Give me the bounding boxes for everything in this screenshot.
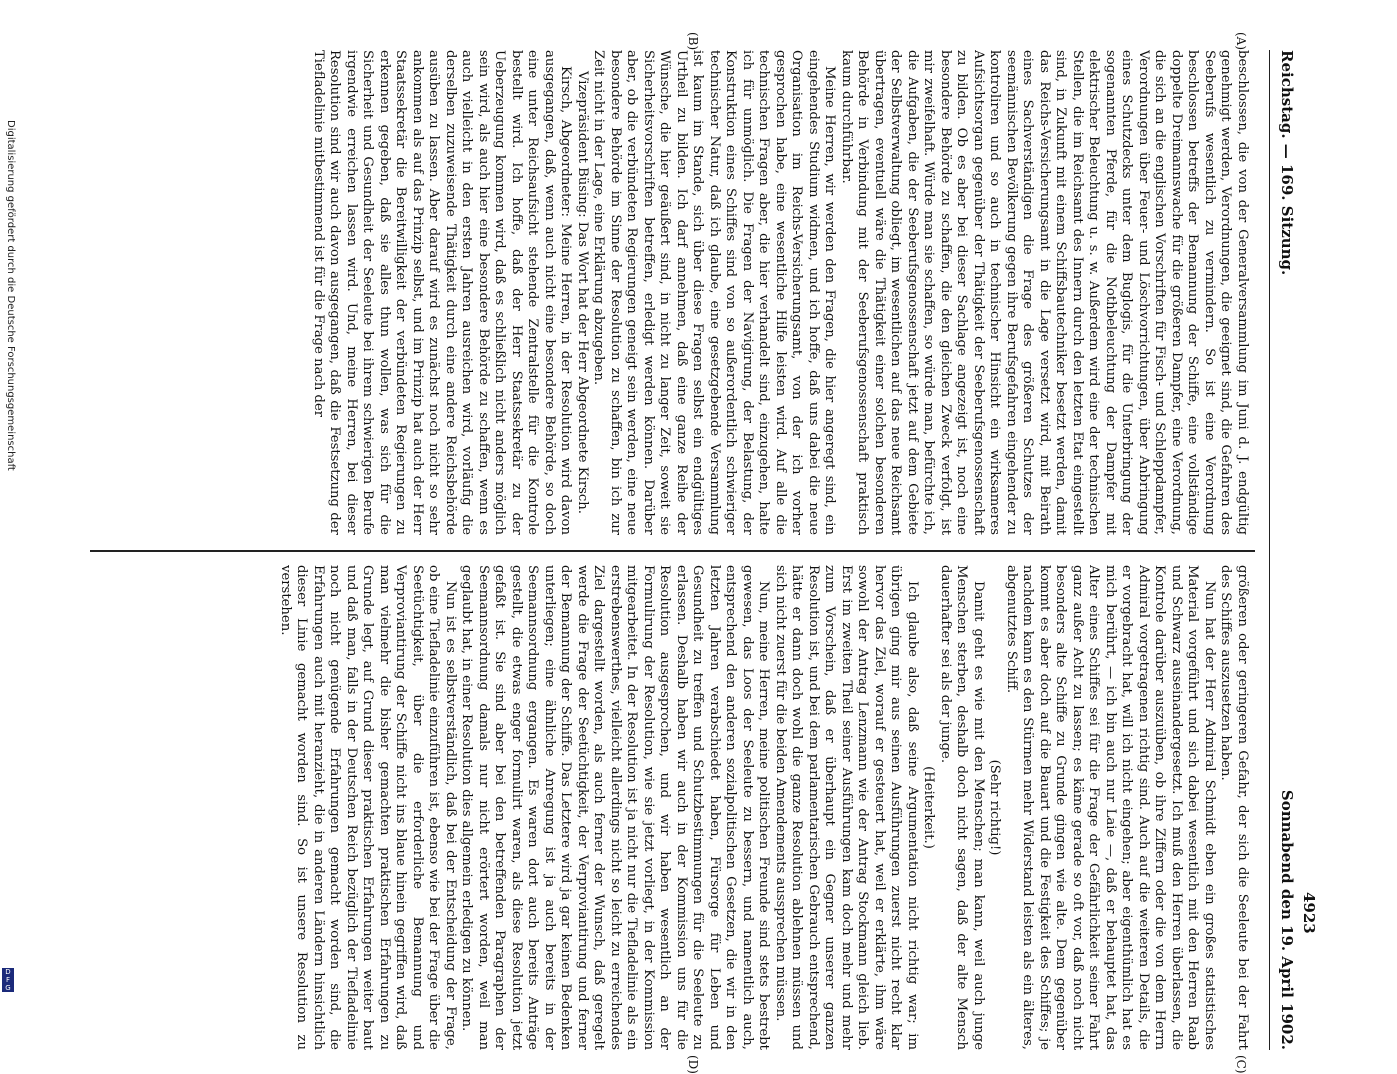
digitization-credit <box>4 120 16 990</box>
paragraph: Ich glaube also, daß seine Argumentation nicht richtig war; im übrigen ging mir aus seinen Ausführungen zuerst nicht recht klar hervor das Ziel, worauf er gesteuert hat, weil er erklärte, ihm wäre sowohl der Antrag Lenzmann wie der Antrag Stockmann gleich lieb. Erst im zweiten Theil seiner Ausführungen kam doch mehr und mehr zum Vorschein, daß er überhaupt ein Gegner unserer ganzen Resolution ist, und bei dem parlamentarischen Gebrauch entsprechend, hätte er dann doch wohl die ganze Resolution ablehnen müssen und sich nicht zuerst für die beiden Amendements aussprechen müssen. <box>773 565 920 1050</box>
paragraph: Kirsch, Abgeordneter: Meine Herren, in der Resolution wird davon ausgegangen, daß, wenn auch nicht eine besondere Behörde, so doch eine unter Reichsaufsicht stehende Zentralstelle für die Kontrole bestellt wird. Ich hoffe, daß der Herr Staatssekretär zu der Ueberzeugung kommen wird, daß es schließlich nicht anders möglich sein wird, als auch hier eine besondere Behörde zu schaffen, wenn es auch vielleicht in den ersten Jahren ausreichen wird, vorläufig die derselben zuzuweisende Thätigkeit durch eine andere Reichsbehörde ausüben zu lassen. Aber darauf wird es zunächst noch nicht so sehr ankommen als auf das Prinzip selbst, und im Prinzip hat auch der Herr Staatssekretär die Bereitwilligkeit der verbündeten Regierungen zu erkennen gegeben, daß sie alles thun wollen, was sich für die Sicherheit und Gesundheit der Seeleute bei ihrem schwierigen Berufe irgendwie erreichen lassen wird. Und, meine Herren, bei dieser Resolution sind wir auch davon ausgegangen, daß die Festsetzung der Tiefladelinie mitbestimmend ist für die Frage nach der <box>311 50 574 535</box>
right-column <box>90 565 1250 1050</box>
header-date: Sonnabend den 19. April 1902. <box>1278 789 1296 1050</box>
paragraph: Nun hat der Herr Admiral Schmidt eben ein großes statistisches Material vorgeführt und sich dabei wesentlich mit den Herren Raab und Schwarz auseinandergesetzt. Ich muß den Herren überlassen, die Kontrole darüber auszuüben, ob ihre Ziffern oder die von dem Herrn Admiral vorgetragenen richtig sind. Auch auf die weiteren Details, die er vorgebracht hat, will ich nicht eingehen; aber eigenthümlich hat es mich berührt, — ich bin auch nur Laie —, daß er behauptet hat, das Alter eines Schiffes sei für die Frage der Gefährlichkeit seiner Fahrt ganz außer Acht zu lassen; es käme gerade so oft vor, daß noch nicht besonders alte Schiffe zu Grunde gingen wie alte. Dem gegenüber kommt es aber doch auf die Bauart und die Festigkeit des Schiffes; je nachdem kann es den Stürmen mehr Widerstand leisten als ein älteres, abgenutztes Schiff. <box>1004 565 1217 1050</box>
column-divider <box>90 550 1255 552</box>
left-column <box>90 50 1250 535</box>
interjection: (Heiterkeit.) <box>921 766 937 849</box>
paragraph: Nun ist es selbstverständlich, daß bei der Entscheidung der Frage, ob eine Tiefladelinie einzuführen ist, ebenso wie bei der Frage über die Seetüchtigkeit, über die erforderliche Bemannung und Verproviantirung der Schiffe nicht ins blaue hinein gegriffen wird, daß man vielmehr die bisher gemachten praktischen Erfahrungen zu Grunde legt, auf Grund dieser praktischen Erfahrungen weiter baut und daß man, falls in der Deutschen Reich bezüglich der Tiefladelinie noch nicht genügende Erfahrungen gemacht worden sind, die Erfahrungen auch mit heranzieht, die in anderen Ländern hinsichtlich dieser Linie gemacht worden sind. So ist unsere Resolution zu verstehen. <box>278 565 458 1050</box>
page-number: 4923 <box>1300 892 1318 934</box>
page-header <box>1269 50 1300 1050</box>
paragraph: beschlossen, die von der Generalversammlung im Juni d. J. endgültig genehmigt werden, Verordnungen, die geeignet sind, die Gefahren des Seeberufs wesentlich zu vermindern. So ist eine Verordnung beschlossen betreffs der Bemannung der Schiffe, eine vollständige doppelte Dreimannswache für die größeren Dampfer, eine Verordnung, die sich an die englischen Vorschriften für Fisch- und Schleppdampfer, Verordnungen über Feuer- und Löschvorrichtungen, über Anbringung eines Schutzdecks unter dem Buglogis, für die Unterbringung der sogenannten Pferde, für die Nothbeleuchtung der Dampfer mit elektrischer Beleuchtung u. s. w. Außerdem wird eine der technischen Stellen, die im Reichsamt des Innern durch den letzten Etat eingestellt sind, in Zukunft mit einem Schiffsbautechniker besetzt werden, damit das Reichs-Versicherungsamt in die Lage versetzt wird, mit Beirath eines Sachverständigen die Frage des größeren Schutzes der seemännischen Bevölkerung gegen ihre Berufsgefahren eingehender zu kontroliren und so auch in technischer Hinsicht ein wirksameres Aufsichtsorgan gegenüber der Thätigkeit der Seeberufsgenossenschaft zu bilden. Ob es aber bei dieser Sachlage angezeigt ist, noch eine besondere Behörde zu schaffen, die den gleichen Zweck verfolgt, ist mir zweifelhaft. Würde man sie schaffen, so würde man, befürchte ich, die Aufgaben, die der Seeberufsgenossenschaft jetzt auf dem Gebiete der Selbstverwaltung obliegt, im wesentlichen auf das neue Reichsamt übertragen, eventuell wäre die Thätigkeit einer solchen besonderen Behörde in Verbindung mit der Seeberufsgenossenschaft praktisch kaum durchführbar. <box>839 50 1250 535</box>
marker-b: (B) <box>686 32 700 51</box>
page-number-box <box>1300 892 1320 962</box>
header-left: Reichstag. — 169. Sitzung. <box>1278 50 1296 276</box>
paragraph: größeren oder geringeren Gefahr, der sich die Seeleute bei der Fahrt des Schiffes auszusetzen haben. <box>1218 565 1250 1050</box>
paragraph: Meine Herren, wir werden den Fragen, die hier angeregt sind, ein eingehendes Studium widmen, und ich hoffe, daß uns dabei die neue Organisation im Reichs-Versicherungsamt, von der ich vorher gesprochen habe, eine wesentliche Hilfe leisten wird. Auf alle die technischen Fragen aber, die hier verhandelt sind, einzugehen, halte ich für unmöglich. Die Fragen der Navigirung, der Belastung, der Konstruktion eines Schiffes sind von so außerordentlich schwieriger technischer Natur, daß ich glaube, eine gesetzgebende Versammlung ist kaum im Stande, sich über diese Fragen selbst ein endgültiges Urtheil zu bilden. Ich darf annehmen, daß eine ganze Reihe der Wünsche, die hier geäußert sind, in nicht zu langer Zeit, soweit sie Sicherheitsvorschriften betreffen, erledigt werden können. Darüber aber, ob die verbündeten Regierungen geneigt sein werden, eine neue besondere Behörde im Sinne der Resolution zu schaffen, bin ich zur Zeit nicht in der Lage, eine Erklärung abzugeben. <box>591 50 838 535</box>
paragraph: Damit geht es wie mit den Menschen; man kann, weil auch junge Menschen sterben, deshalb doch nicht sagen, daß der alte Mensch dauerhafter sei als der junge. <box>938 565 986 1050</box>
marker-a: (A) <box>1234 32 1248 51</box>
speaker-heading: Vizepräsident Büsing: Das Wort hat der Herr Abgeordnete Kirsch. <box>575 70 590 514</box>
interjection: (Sehr richtig!) <box>987 759 1003 856</box>
dfg-logo: D F G <box>2 968 14 992</box>
marker-c: (C) <box>1234 1055 1248 1074</box>
paragraph: Nun, meine Herren, meine politischen Freunde sind stets bestrebt gewesen, das Loos der Seeleute zu bessern, und namentlich auch, entsprechend den anderen sozialpolitischen Gesetzen, die wir in den letzten Jahren verabschiedet haben, Fürsorge für Leben und Gesundheit zu treffen und Schutzbestimmungen für die Seeleute zu erlassen. Deshalb haben wir auch in der Kommission uns für die Resolution ausgesprochen, und wir haben wesentlich an der Formulirung der Resolution, wie sie jetzt vorliegt, in der Kommission mitgearbeitet. In der Resolution ist ja nicht nur die Tiefladelinie als ein erstrebenswerthes, vielleicht allerdings nicht so leicht zu erreichendes Ziel dargestellt worden, als auch ferner der Wunsch, daß geregelt werde die Frage der Seetüchtigkeit, der Verproviantirung und ferner der Bemannung der Schiffe. Das Letztere wird ja gar keinen Bedenken unterliegen; eine ähnliche Anregung ist ja auch bereits in der Seemannsordnung ergangen. Es waren dort auch bereits Anträge gestellt, die etwas enger formulirt waren, als diese Resolution jetzt gefaßt ist. Sie sind aber bei den betreffenden Paragraphen der Seemannsordnung damals nur nicht erörtert worden, weil man geglaubt hat, in einer Resolution dies allgemein erledigen zu können. <box>459 565 772 1050</box>
rotated-page-content <box>85 32 1300 1074</box>
credit-text: Digitalisierung gefördert durch die Deutsche Forschungsgemeinschaft <box>5 120 16 471</box>
marker-d: (D) <box>686 1055 700 1074</box>
